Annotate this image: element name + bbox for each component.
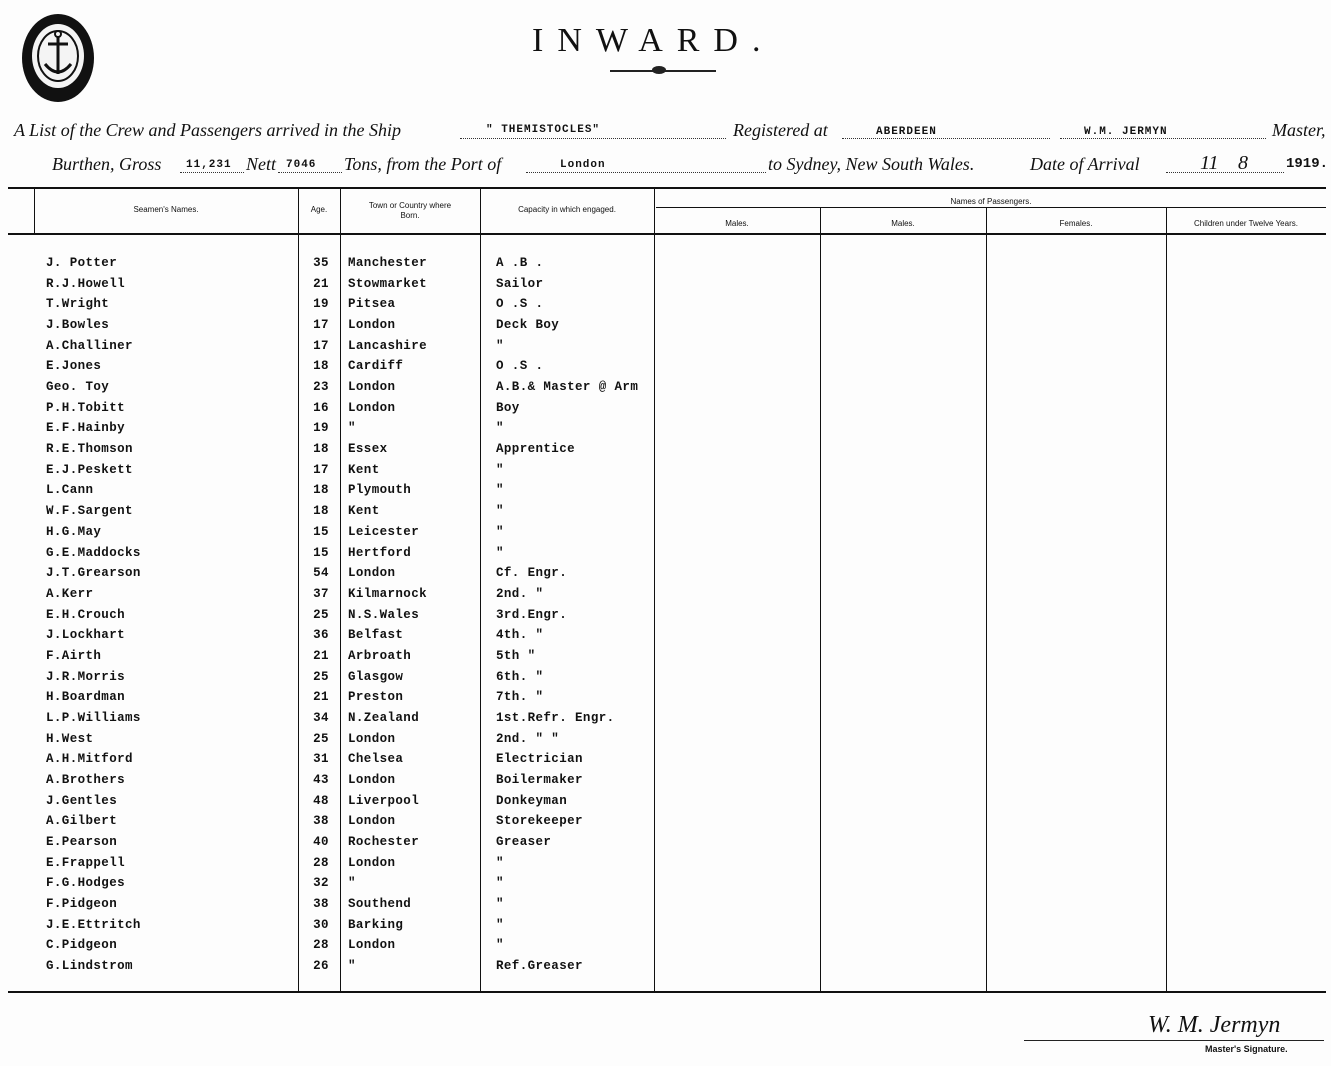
seaman-capacity: " xyxy=(496,504,504,519)
seaman-birthplace: Arbroath xyxy=(348,648,412,663)
master-dotline xyxy=(1060,138,1266,139)
table-row xyxy=(8,401,1326,422)
seaman-capacity: " xyxy=(496,855,504,870)
seaman-age: 54 xyxy=(313,566,329,581)
seaman-name: E.Frappell xyxy=(46,855,126,870)
seaman-capacity: Greaser xyxy=(496,835,552,850)
seaman-name: J. Potter xyxy=(46,256,118,270)
seaman-age: 18 xyxy=(313,359,329,374)
children-header: Children under Twelve Years. xyxy=(1194,219,1298,228)
seaman-name: J.T.Grearson xyxy=(46,566,141,581)
table-top-border xyxy=(8,187,1326,189)
seaman-capacity: " xyxy=(496,897,504,912)
seaman-capacity: 3rd.Engr. xyxy=(496,607,568,622)
seaman-age: 35 xyxy=(313,256,329,270)
seaman-capacity: " xyxy=(496,483,504,498)
seaman-name: G.E.Maddocks xyxy=(46,545,141,560)
seaman-name: E.H.Crouch xyxy=(46,607,126,622)
seaman-capacity: Ref.Greaser xyxy=(496,959,583,974)
seaman-capacity: " xyxy=(496,462,504,477)
seaman-birthplace: London xyxy=(348,566,396,581)
seaman-name: L.Cann xyxy=(46,483,94,498)
seaman-capacity: 1st.Refr. Engr. xyxy=(496,710,615,725)
seaman-birthplace: London xyxy=(348,814,396,829)
seaman-birthplace: Manchester xyxy=(348,256,428,270)
seaman-capacity: Deck Boy xyxy=(496,318,560,333)
table-row xyxy=(8,649,1326,670)
seaman-birthplace: " xyxy=(348,959,356,974)
seaman-name: J.R.Morris xyxy=(46,669,126,684)
crew-table xyxy=(8,187,1326,993)
seaman-age: 48 xyxy=(313,793,329,808)
seaman-capacity: " xyxy=(496,338,504,353)
seaman-name: A.Kerr xyxy=(46,586,94,601)
table-row xyxy=(8,277,1326,298)
seaman-birthplace: Hertford xyxy=(348,545,412,560)
list-prefix-label: A List of the Crew and Passengers arrived in the Ship xyxy=(14,120,401,140)
seaman-name: R.E.Thomson xyxy=(46,442,133,457)
seaman-birthplace: N.S.Wales xyxy=(348,607,420,622)
town-header: Town or Country where Born. xyxy=(368,201,452,220)
seaman-name: Geo. Toy xyxy=(46,380,110,395)
seaman-capacity: " xyxy=(496,938,504,953)
seaman-capacity: A.B.& Master @ Arm xyxy=(496,380,639,395)
table-row xyxy=(8,938,1326,959)
table-row xyxy=(8,297,1326,318)
seaman-name: J.Gentles xyxy=(46,793,118,808)
seaman-age: 23 xyxy=(313,380,329,395)
males-header-2: Males. xyxy=(891,219,915,228)
seaman-name: H.G.May xyxy=(46,524,102,539)
seaman-age: 31 xyxy=(313,752,329,767)
seaman-capacity: Donkeyman xyxy=(496,793,568,808)
seaman-age: 38 xyxy=(313,814,329,829)
females-header: Females. xyxy=(1059,219,1093,228)
table-row xyxy=(8,814,1326,835)
seaman-name: A.Gilbert xyxy=(46,814,118,829)
table-row xyxy=(8,339,1326,360)
seaman-age: 15 xyxy=(313,524,329,539)
table-row xyxy=(8,504,1326,525)
seaman-age: 36 xyxy=(313,628,329,643)
seaman-age: 18 xyxy=(313,442,329,457)
arrival-month: 8 xyxy=(1238,152,1248,174)
seaman-name: E.Jones xyxy=(46,359,102,374)
seaman-age: 28 xyxy=(313,938,329,953)
seaman-capacity: O .S . xyxy=(496,359,544,374)
seaman-name: H.West xyxy=(46,731,94,746)
seaman-capacity: 4th. " xyxy=(496,628,544,643)
seaman-name: H.Boardman xyxy=(46,690,126,705)
departure-port: London xyxy=(560,159,606,171)
table-row xyxy=(8,587,1326,608)
registered-port: ABERDEEN xyxy=(876,126,937,138)
seaman-name: F.G.Hodges xyxy=(46,876,126,891)
seaman-birthplace: N.Zealand xyxy=(348,710,420,725)
seaman-name: L.P.Williams xyxy=(46,710,141,725)
ship-name: " THEMISTOCLES" xyxy=(486,124,601,136)
seaman-birthplace: Stowmarket xyxy=(348,276,428,291)
nett-label: Nett xyxy=(246,154,276,174)
seaman-capacity: " xyxy=(496,876,504,891)
table-row xyxy=(8,256,1326,277)
table-row xyxy=(8,380,1326,401)
seaman-name: F.Pidgeon xyxy=(46,897,118,912)
table-row xyxy=(8,546,1326,567)
seaman-capacity: " xyxy=(496,917,504,932)
seaman-birthplace: Leicester xyxy=(348,524,420,539)
seamen-names-header: Seamen's Names. xyxy=(133,205,199,214)
seaman-capacity: 5th " xyxy=(496,648,536,663)
title-ornament xyxy=(652,66,666,74)
registered-label: Registered at xyxy=(733,120,828,140)
seaman-name: E.J.Peskett xyxy=(46,462,133,477)
tons-label: Tons, from the Port of xyxy=(344,154,502,174)
seaman-birthplace: Kent xyxy=(348,504,380,519)
males-header-1: Males. xyxy=(725,219,749,228)
seaman-name: A.H.Mitford xyxy=(46,752,133,767)
table-row xyxy=(8,442,1326,463)
seaman-age: 21 xyxy=(313,276,329,291)
seaman-name: F.Airth xyxy=(46,648,102,663)
seaman-name: J.E.Ettritch xyxy=(46,917,141,932)
seaman-age: 32 xyxy=(313,876,329,891)
table-row xyxy=(8,711,1326,732)
age-header: Age. xyxy=(310,205,328,214)
gross-tonnage: 11,231 xyxy=(186,159,232,171)
table-row xyxy=(8,463,1326,484)
table-bottom-border xyxy=(8,991,1326,993)
master-signature-handwriting: W. M. Jermyn xyxy=(1148,1012,1281,1038)
seaman-name: J.Lockhart xyxy=(46,628,126,643)
seaman-name: E.Pearson xyxy=(46,835,118,850)
seaman-birthplace: London xyxy=(348,855,396,870)
seaman-birthplace: Lancashire xyxy=(348,338,428,353)
seaman-age: 25 xyxy=(313,669,329,684)
table-row xyxy=(8,628,1326,649)
seaman-capacity: 2nd. " xyxy=(496,586,544,601)
seaman-age: 30 xyxy=(313,917,329,932)
header-bottom-border xyxy=(8,233,1326,235)
seaman-capacity: A .B . xyxy=(496,256,544,270)
seaman-birthplace: " xyxy=(348,421,356,436)
seaman-birthplace: Cardiff xyxy=(348,359,404,374)
seaman-name: A.Challiner xyxy=(46,338,133,353)
burthen-label: Burthen, Gross xyxy=(52,154,162,174)
seaman-capacity: O .S . xyxy=(496,297,544,312)
seaman-birthplace: London xyxy=(348,938,396,953)
seaman-capacity: " xyxy=(496,524,504,539)
seaman-capacity: 7th. " xyxy=(496,690,544,705)
capacity-header: Capacity in which engaged. xyxy=(518,205,616,214)
table-row xyxy=(8,794,1326,815)
seaman-name: E.F.Hainby xyxy=(46,421,126,436)
seaman-capacity: Sailor xyxy=(496,276,544,291)
table-row xyxy=(8,318,1326,339)
table-row xyxy=(8,918,1326,939)
master-signature-label: Master's Signature. xyxy=(1205,1044,1288,1054)
seaman-age: 34 xyxy=(313,710,329,725)
registered-dotline xyxy=(842,138,1050,139)
table-row xyxy=(8,876,1326,897)
seaman-age: 19 xyxy=(313,297,329,312)
seaman-birthplace: London xyxy=(348,773,396,787)
seaman-age: 43 xyxy=(313,773,329,787)
seaman-birthplace: Plymouth xyxy=(348,483,412,498)
passengers-header: Names of Passengers. xyxy=(950,197,1032,206)
seaman-age: 18 xyxy=(313,504,329,519)
seaman-birthplace: London xyxy=(348,380,396,395)
seaman-birthplace: Pitsea xyxy=(348,297,396,312)
seaman-name: G.Lindstrom xyxy=(46,959,133,974)
table-row xyxy=(8,566,1326,587)
ship-dotline xyxy=(460,138,726,139)
table-row xyxy=(8,525,1326,546)
seaman-birthplace: London xyxy=(348,318,396,333)
seaman-age: 17 xyxy=(313,462,329,477)
seaman-age: 28 xyxy=(313,855,329,870)
seaman-age: 21 xyxy=(313,648,329,663)
seaman-capacity: Boy xyxy=(496,400,520,415)
seaman-age: 25 xyxy=(313,607,329,622)
seaman-name: J.Bowles xyxy=(46,318,110,333)
seaman-capacity: 2nd. " " xyxy=(496,731,560,746)
table-row xyxy=(8,608,1326,629)
signature-line xyxy=(1024,1040,1324,1041)
seaman-birthplace: Southend xyxy=(348,897,412,912)
table-row xyxy=(8,773,1326,794)
arrival-dotline xyxy=(1166,172,1284,173)
seaman-age: 40 xyxy=(313,835,329,850)
table-row xyxy=(8,421,1326,442)
master-name: W.M. JERMYN xyxy=(1084,126,1168,138)
table-row xyxy=(8,732,1326,753)
seaman-name: W.F.Sargent xyxy=(46,504,133,519)
table-row xyxy=(8,897,1326,918)
seaman-age: 25 xyxy=(313,731,329,746)
seaman-birthplace: London xyxy=(348,731,396,746)
table-row xyxy=(8,856,1326,877)
seaman-age: 26 xyxy=(313,959,329,974)
seaman-birthplace: Rochester xyxy=(348,835,420,850)
table-row xyxy=(8,959,1326,980)
ship-company-seal xyxy=(18,8,98,108)
seaman-name: A.Brothers xyxy=(46,773,126,787)
seaman-age: 16 xyxy=(313,400,329,415)
table-row xyxy=(8,359,1326,380)
port-dotline xyxy=(526,172,766,173)
seaman-birthplace: Belfast xyxy=(348,628,404,643)
seaman-age: 38 xyxy=(313,897,329,912)
seaman-capacity: Storekeeper xyxy=(496,814,583,829)
seaman-birthplace: Barking xyxy=(348,917,404,932)
seaman-age: 15 xyxy=(313,545,329,560)
nett-dotline xyxy=(278,172,342,173)
seaman-birthplace: Essex xyxy=(348,442,388,457)
seaman-age: 17 xyxy=(313,318,329,333)
seaman-capacity: " xyxy=(496,421,504,436)
seaman-capacity: Cf. Engr. xyxy=(496,566,568,581)
master-label: Master, xyxy=(1272,120,1326,140)
seaman-capacity: Apprentice xyxy=(496,442,576,457)
seaman-age: 18 xyxy=(313,483,329,498)
page-title: INWARD. xyxy=(532,22,775,59)
arrival-year: 1919. xyxy=(1286,156,1329,172)
seaman-capacity: 6th. " xyxy=(496,669,544,684)
table-row xyxy=(8,752,1326,773)
seaman-birthplace: Kilmarnock xyxy=(348,586,428,601)
seaman-age: 19 xyxy=(313,421,329,436)
seaman-birthplace: " xyxy=(348,876,356,891)
arrival-day: 11 xyxy=(1200,152,1219,174)
seaman-birthplace: London xyxy=(348,400,396,415)
seaman-birthplace: Kent xyxy=(348,462,380,477)
table-row xyxy=(8,483,1326,504)
seaman-name: R.J.Howell xyxy=(46,276,126,291)
seaman-capacity: Boilermaker xyxy=(496,773,583,787)
seaman-birthplace: Preston xyxy=(348,690,404,705)
seaman-name: T.Wright xyxy=(46,297,110,312)
seaman-age: 21 xyxy=(313,690,329,705)
gross-dotline xyxy=(180,172,244,173)
seaman-birthplace: Liverpool xyxy=(348,793,420,808)
arrival-date-label: Date of Arrival xyxy=(1030,154,1140,174)
passengers-header-rule xyxy=(656,207,1326,208)
seaman-age: 17 xyxy=(313,338,329,353)
seaman-name: C.Pidgeon xyxy=(46,938,118,953)
table-row xyxy=(8,835,1326,856)
table-row xyxy=(8,670,1326,691)
table-row xyxy=(8,690,1326,711)
seaman-age: 37 xyxy=(313,586,329,601)
seaman-capacity: " xyxy=(496,545,504,560)
seaman-birthplace: Chelsea xyxy=(348,752,404,767)
seaman-name: P.H.Tobitt xyxy=(46,400,126,415)
seaman-birthplace: Glasgow xyxy=(348,669,404,684)
destination-label: to Sydney, New South Wales. xyxy=(768,154,975,174)
seaman-capacity: Electrician xyxy=(496,752,583,767)
nett-tonnage: 7046 xyxy=(286,159,317,171)
